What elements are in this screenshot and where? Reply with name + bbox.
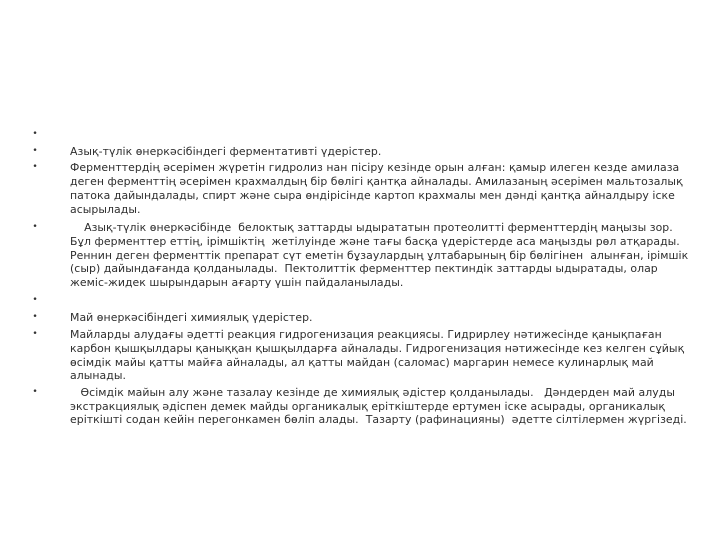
bullet-dot-icon: • — [32, 294, 38, 305]
bullet-item-hydrolysis — [30, 161, 696, 216]
bullet-item-proteolytic — [30, 221, 696, 290]
bullet-dot-icon: • — [32, 222, 38, 233]
bullet-item-hydrogenation — [30, 328, 696, 383]
bullet-dot-icon: • — [32, 386, 38, 397]
bullet-item-empty-1 — [30, 128, 696, 142]
bullet-dot-icon: • — [32, 129, 38, 139]
bullet-text: Майларды алудағы әдетті реакция гидрогенизация реакциясы. Гидрирлеу нәтижесінде қанықпаған карбон қышқылдары қаныққан қышқылдарға айналады. Гидрогенизация нәтижесінде кез келген сұйық өсімдік майы қатты майға айналады, ал қатты майдан (саломас) маргарин немесе кулинарлық май алынады. — [70, 328, 688, 383]
bullet-text: Азық-түлік өнеркәсібіндегі ферментативті үдерістер. — [70, 144, 382, 158]
bullet-text: Май өнеркәсібіндегі химиялық үдерістер. — [70, 311, 313, 325]
bullet-item-food-heading — [30, 145, 696, 159]
bullet-text: Өсімдік майын алу және тазалау кезінде де химиялық әдістер қолданылады. Дәндерден май алуды экстракциялық әдіспен демек майды органикалық еріткіштерде ертумен іске асырады, органикалық еріткішті содан кейін перегонкамен бөліп алады. Тазарту (рафинацияны) әдетте сілтілермен жүргізеді. — [70, 385, 687, 427]
bullet-dot-icon: • — [32, 312, 38, 323]
bullet-item-extraction — [30, 386, 696, 427]
bullet-dot-icon: • — [32, 162, 38, 173]
bullet-list — [30, 128, 696, 427]
bullet-text: Азық-түлік өнеркәсібінде белоктық заттарды ыдырататын протеолитті ферменттердің маңызы зор. Бұл ферменттер еттің, ірімшіктің жетілуінде және тағы басқа үдерістерде аса маңызды рөл атқарады. Реннин деген ферменттік препарат сүт еметін бұзаулардың ұлтабарының бір бөлігінен алынған, ірімшік (сыр) дайындағанда қолданылады. Пектолиттік ферменттер пектиндік заттарды ыдыратады, олар жеміс-жидек шырындарын ағарту үшін пайдаланылады. — [70, 221, 692, 290]
bullet-item-oil-heading — [30, 311, 696, 325]
bullet-text: Ферменттердің әсерімен жүретін гидролиз нан пісіру кезінде орын алған: қамыр илеген кезде амилаза деген ферменттің әсерімен крахмалдың бір бөлігі қантқа айналады. Амилазаның әсерімен мальтозалық патока дайындалады, спирт және сыра өндірісінде картоп крахмалы мен дәнді қантқа айналдыру іске асырылады. — [70, 161, 687, 216]
bullet-item-empty-2 — [30, 294, 696, 308]
bullet-dot-icon: • — [32, 145, 38, 156]
bullet-dot-icon: • — [32, 329, 38, 340]
